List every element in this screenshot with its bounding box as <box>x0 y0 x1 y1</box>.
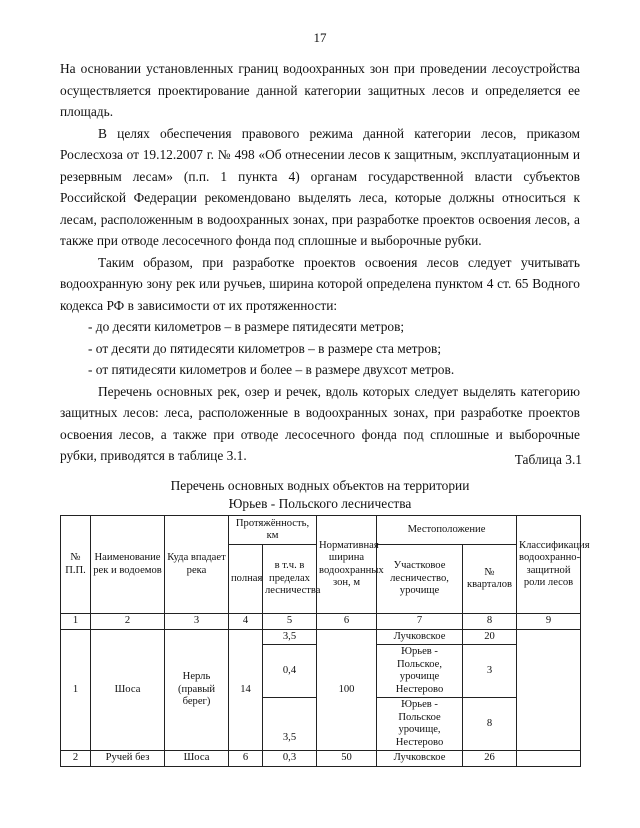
header-cell: в т.ч. в пределах лесничества <box>263 545 317 614</box>
column-number: 6 <box>317 614 377 630</box>
column-number: 3 <box>165 614 229 630</box>
length-full: 14 <box>229 629 263 751</box>
table-header-row <box>61 516 581 545</box>
district: Юрьев - Польское, урочище Нестерово <box>377 645 463 698</box>
body-text <box>60 58 580 467</box>
flows-into: Шоса <box>165 751 229 767</box>
district: Лучковское <box>377 751 463 767</box>
list-item: - до десяти километров – в размере пятидесяти метров; <box>88 319 405 334</box>
header-cell: Местоположение <box>377 516 517 545</box>
header-cell: полная <box>229 545 263 614</box>
length-in-forestry: 3,5 <box>263 629 317 645</box>
list-item: - от пятидесяти километров и более – в размере двухсот метров. <box>88 362 455 377</box>
quarters: 8 <box>463 698 517 751</box>
header-cell: № кварталов <box>463 545 517 614</box>
paragraph: На основании установленных границ водоохранных зон при проведении лесоустройства осуществляется проектирование данной категории защитных лесов и определяется ее площадь. <box>60 61 580 119</box>
header-cell: Наименование рек и водоемов <box>91 516 165 614</box>
table-title-line: Юрьев - Польского лесничества <box>228 496 412 511</box>
water-objects-table <box>60 515 590 767</box>
list-item: - от десяти до пятидесяти километров – в размере ста метров; <box>88 340 442 356</box>
district: Лучковское <box>377 629 463 645</box>
row-number: 1 <box>61 629 91 751</box>
classification <box>517 629 581 751</box>
row-number: 2 <box>61 751 91 767</box>
length-in-forestry: 3,5 <box>263 698 317 751</box>
table-title-line: Перечень основных водных объектов на территории <box>170 478 470 493</box>
district: Юрьев - Польское урочище, Нестерово <box>377 698 463 751</box>
column-number: 9 <box>517 614 581 630</box>
length-in-forestry: 0,3 <box>263 751 317 767</box>
length-in-forestry: 0,4 <box>263 645 317 698</box>
column-number: 2 <box>91 614 165 630</box>
column-number: 1 <box>61 614 91 630</box>
zone-width: 50 <box>317 751 377 767</box>
river-name: Шоса <box>91 629 165 751</box>
zone-width: 100 <box>317 629 377 751</box>
column-number: 5 <box>263 614 317 630</box>
column-number: 7 <box>377 614 463 630</box>
column-number-row <box>61 614 581 630</box>
river-name: Ручей без <box>91 751 165 767</box>
table-row <box>61 629 581 645</box>
column-number: 8 <box>463 614 517 630</box>
quarters: 20 <box>463 629 517 645</box>
quarters: 26 <box>463 751 517 767</box>
paragraph: Таким образом, при разработке проектов освоения лесов следует учитывать водоохранную зону рек или ручьев, ширина которой определена пунктом 4 ст. 65 Водного кодекса РФ в зависимости от их протяженности: <box>60 254 580 313</box>
page-number: 17 <box>313 30 327 45</box>
header-cell: № П.П. <box>61 516 91 614</box>
paragraph: Перечень основных рек, озер и речек, вдоль которых следует выделять категорию защитных лесов: леса, расположенные в водоохранных зонах, при разработке проектов освоения лесов, а также при отводе лесосечного фонда под сплошные и выборочные рубки, приводятся в таблице 3.1. <box>60 383 580 463</box>
flows-into: Нерль (правый берег) <box>165 629 229 751</box>
table-label: Таблица 3.1 <box>514 452 582 467</box>
paragraph: В целях обеспечения правового режима данной категории лесов, приказом Рослесхоза от 19.12.2007 г. № 498 «Об отнесении лесов к защитным, эксплуатационным и резервным лесам» (п.п. 1 пункта 4) органам государственной власти субъектов Российской Федерации рекомендовано выделять леса, которые должны относиться к лесам, расположенным в водоохранных зонах, при разработке проектов освоения лесов, а также при отводе лесосечного фонда под сплошные и выборочные рубки. <box>60 125 580 248</box>
table-row <box>61 751 581 767</box>
quarters: 3 <box>463 645 517 698</box>
header-cell: Классификация водоохранно-защитной роли лесов <box>517 516 581 614</box>
header-cell: Участковое лесничество, урочище <box>377 545 463 614</box>
table-title <box>60 477 580 513</box>
column-number: 4 <box>229 614 263 630</box>
header-cell: Нормативная ширина водоохранных зон, м <box>317 516 377 614</box>
header-cell: Куда впадает река <box>165 516 229 614</box>
header-cell: Протяжённость, км <box>229 516 317 545</box>
classification <box>517 751 581 767</box>
length-full: 6 <box>229 751 263 767</box>
